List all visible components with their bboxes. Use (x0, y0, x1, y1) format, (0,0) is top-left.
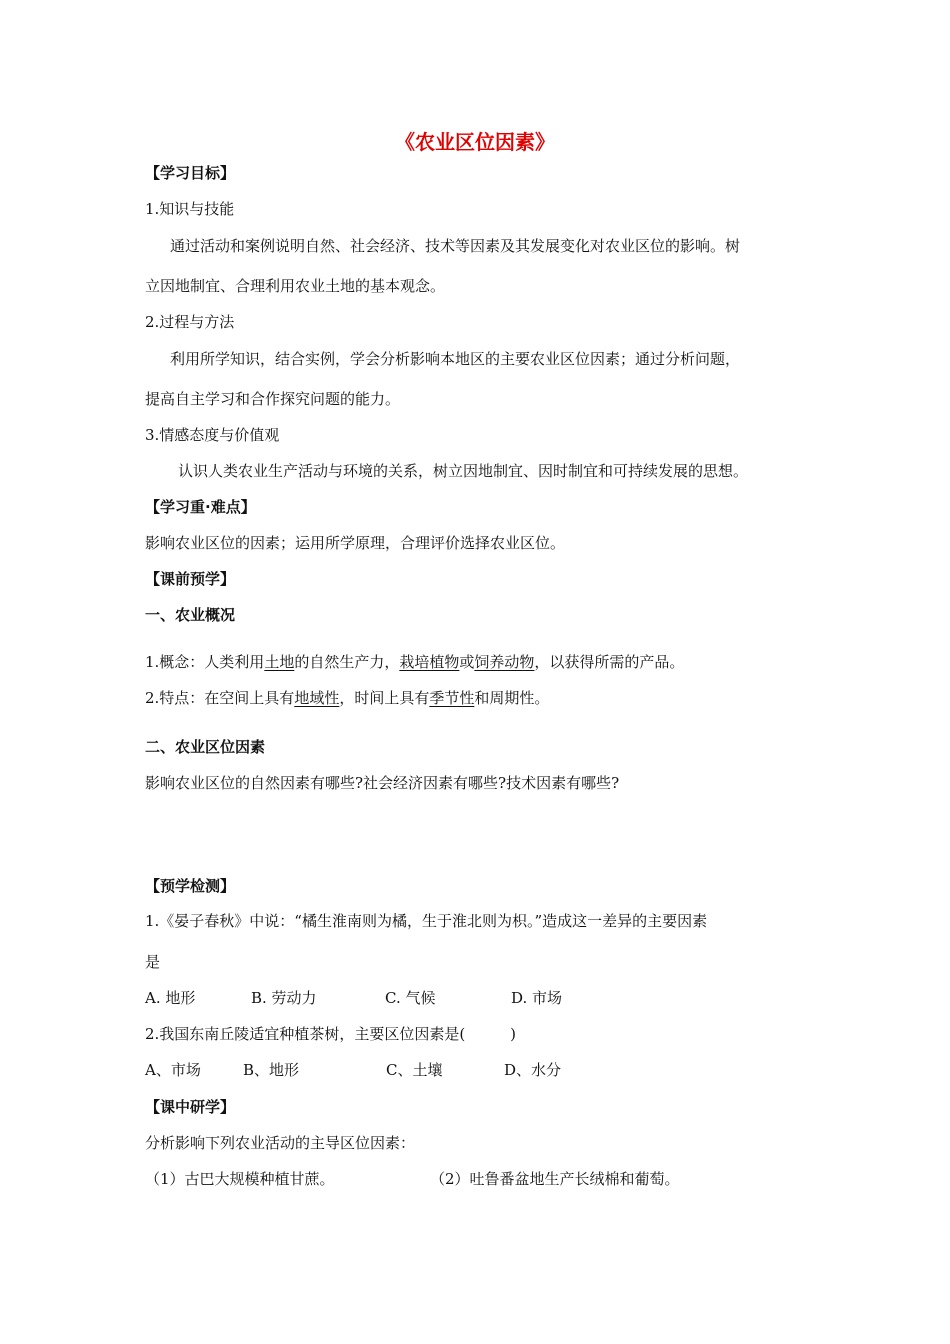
objective-3-title: 3.情感态度与价值观 (145, 426, 280, 444)
question-2: 2.我国东南丘陵适宜种植茶树，主要区位因素是( ) (145, 1025, 517, 1043)
keypoints-heading: 【学习重·难点】 (145, 498, 256, 516)
underlined-answer: 栽培植物 (399, 653, 460, 671)
feature-line (145, 688, 549, 708)
underlined-answer: 地域性 (294, 689, 340, 707)
question-1-cont: 是 (145, 953, 161, 971)
option-b: B. 劳动力 (251, 989, 317, 1007)
inclass-item-1: （1）古巴大规模种植甘蔗。 (145, 1170, 335, 1188)
option-a: A. 地形 (145, 989, 196, 1007)
feature-text: ，时间上具有 (339, 689, 430, 707)
check-heading: 【预学检测】 (145, 877, 236, 895)
inclass-item-2: （2）吐鲁番盆地生产长绒棉和葡萄。 (430, 1170, 680, 1188)
objective-1-title: 1.知识与技能 (145, 200, 235, 218)
objectives-heading: 【学习目标】 (145, 164, 236, 182)
underlined-answer: 季节性 (429, 689, 475, 707)
section-location-factors: 二、农业区位因素 (145, 738, 266, 756)
option-c: C. 气候 (385, 989, 436, 1007)
option-d: D. 市场 (511, 989, 563, 1007)
question-1-options (145, 988, 562, 1008)
underlined-answer: 土地 (264, 653, 295, 671)
feature-prefix: 2.特点：在空间上具有 (145, 689, 295, 707)
concept-text: 或 (459, 653, 475, 671)
concept-text: 的自然生产力， (294, 653, 400, 671)
inclass-intro: 分析影响下列农业活动的主导区位因素： (145, 1134, 416, 1152)
question-2-options (145, 1060, 561, 1080)
objective-3-text: 认识人类农业生产活动与环境的关系，树立因地制宜、因时制宜和可持续发展的思想。 (178, 462, 749, 480)
option-d: D、水分 (504, 1061, 562, 1079)
objective-2-title: 2.过程与方法 (145, 313, 235, 331)
question-1: 1.《晏子春秋》中说：“橘生淮南则为橘，生于淮北则为枳。”造成这一差异的主要因素 (145, 912, 708, 930)
concept-prefix: 1.概念：人类利用 (145, 653, 265, 671)
inclass-heading: 【课中研学】 (145, 1098, 236, 1116)
concept-line (145, 652, 684, 672)
preview-question: 影响农业区位的自然因素有哪些?社会经济因素有哪些?技术因素有哪些? (145, 774, 620, 792)
feature-suffix: 和周期性。 (474, 689, 550, 707)
concept-suffix: ，以获得所需的产品。 (534, 653, 685, 671)
objective-2-text-cont: 提高自主学习和合作探究问题的能力。 (145, 390, 401, 408)
section-agriculture-overview: 一、农业概况 (145, 606, 236, 624)
document-title: 《农业区位因素》 (395, 130, 555, 154)
preview-heading: 【课前预学】 (145, 570, 236, 588)
objective-1-text: 通过活动和案例说明自然、社会经济、技术等因素及其发展变化对农业区位的影响。树 (170, 237, 741, 255)
keypoints-text: 影响农业区位的因素；运用所学原理，合理评价选择农业区位。 (145, 534, 566, 552)
option-a: A、市场 (145, 1061, 201, 1079)
option-b: B、地形 (243, 1061, 300, 1079)
option-c: C、土壤 (386, 1061, 443, 1079)
objective-1-text-cont: 立因地制宜、合理利用农业土地的基本观念。 (145, 277, 446, 295)
underlined-answer: 饲养动物 (474, 653, 535, 671)
objective-2-text: 利用所学知识，结合实例，学会分析影响本地区的主要农业区位因素；通过分析问题， (170, 350, 741, 368)
